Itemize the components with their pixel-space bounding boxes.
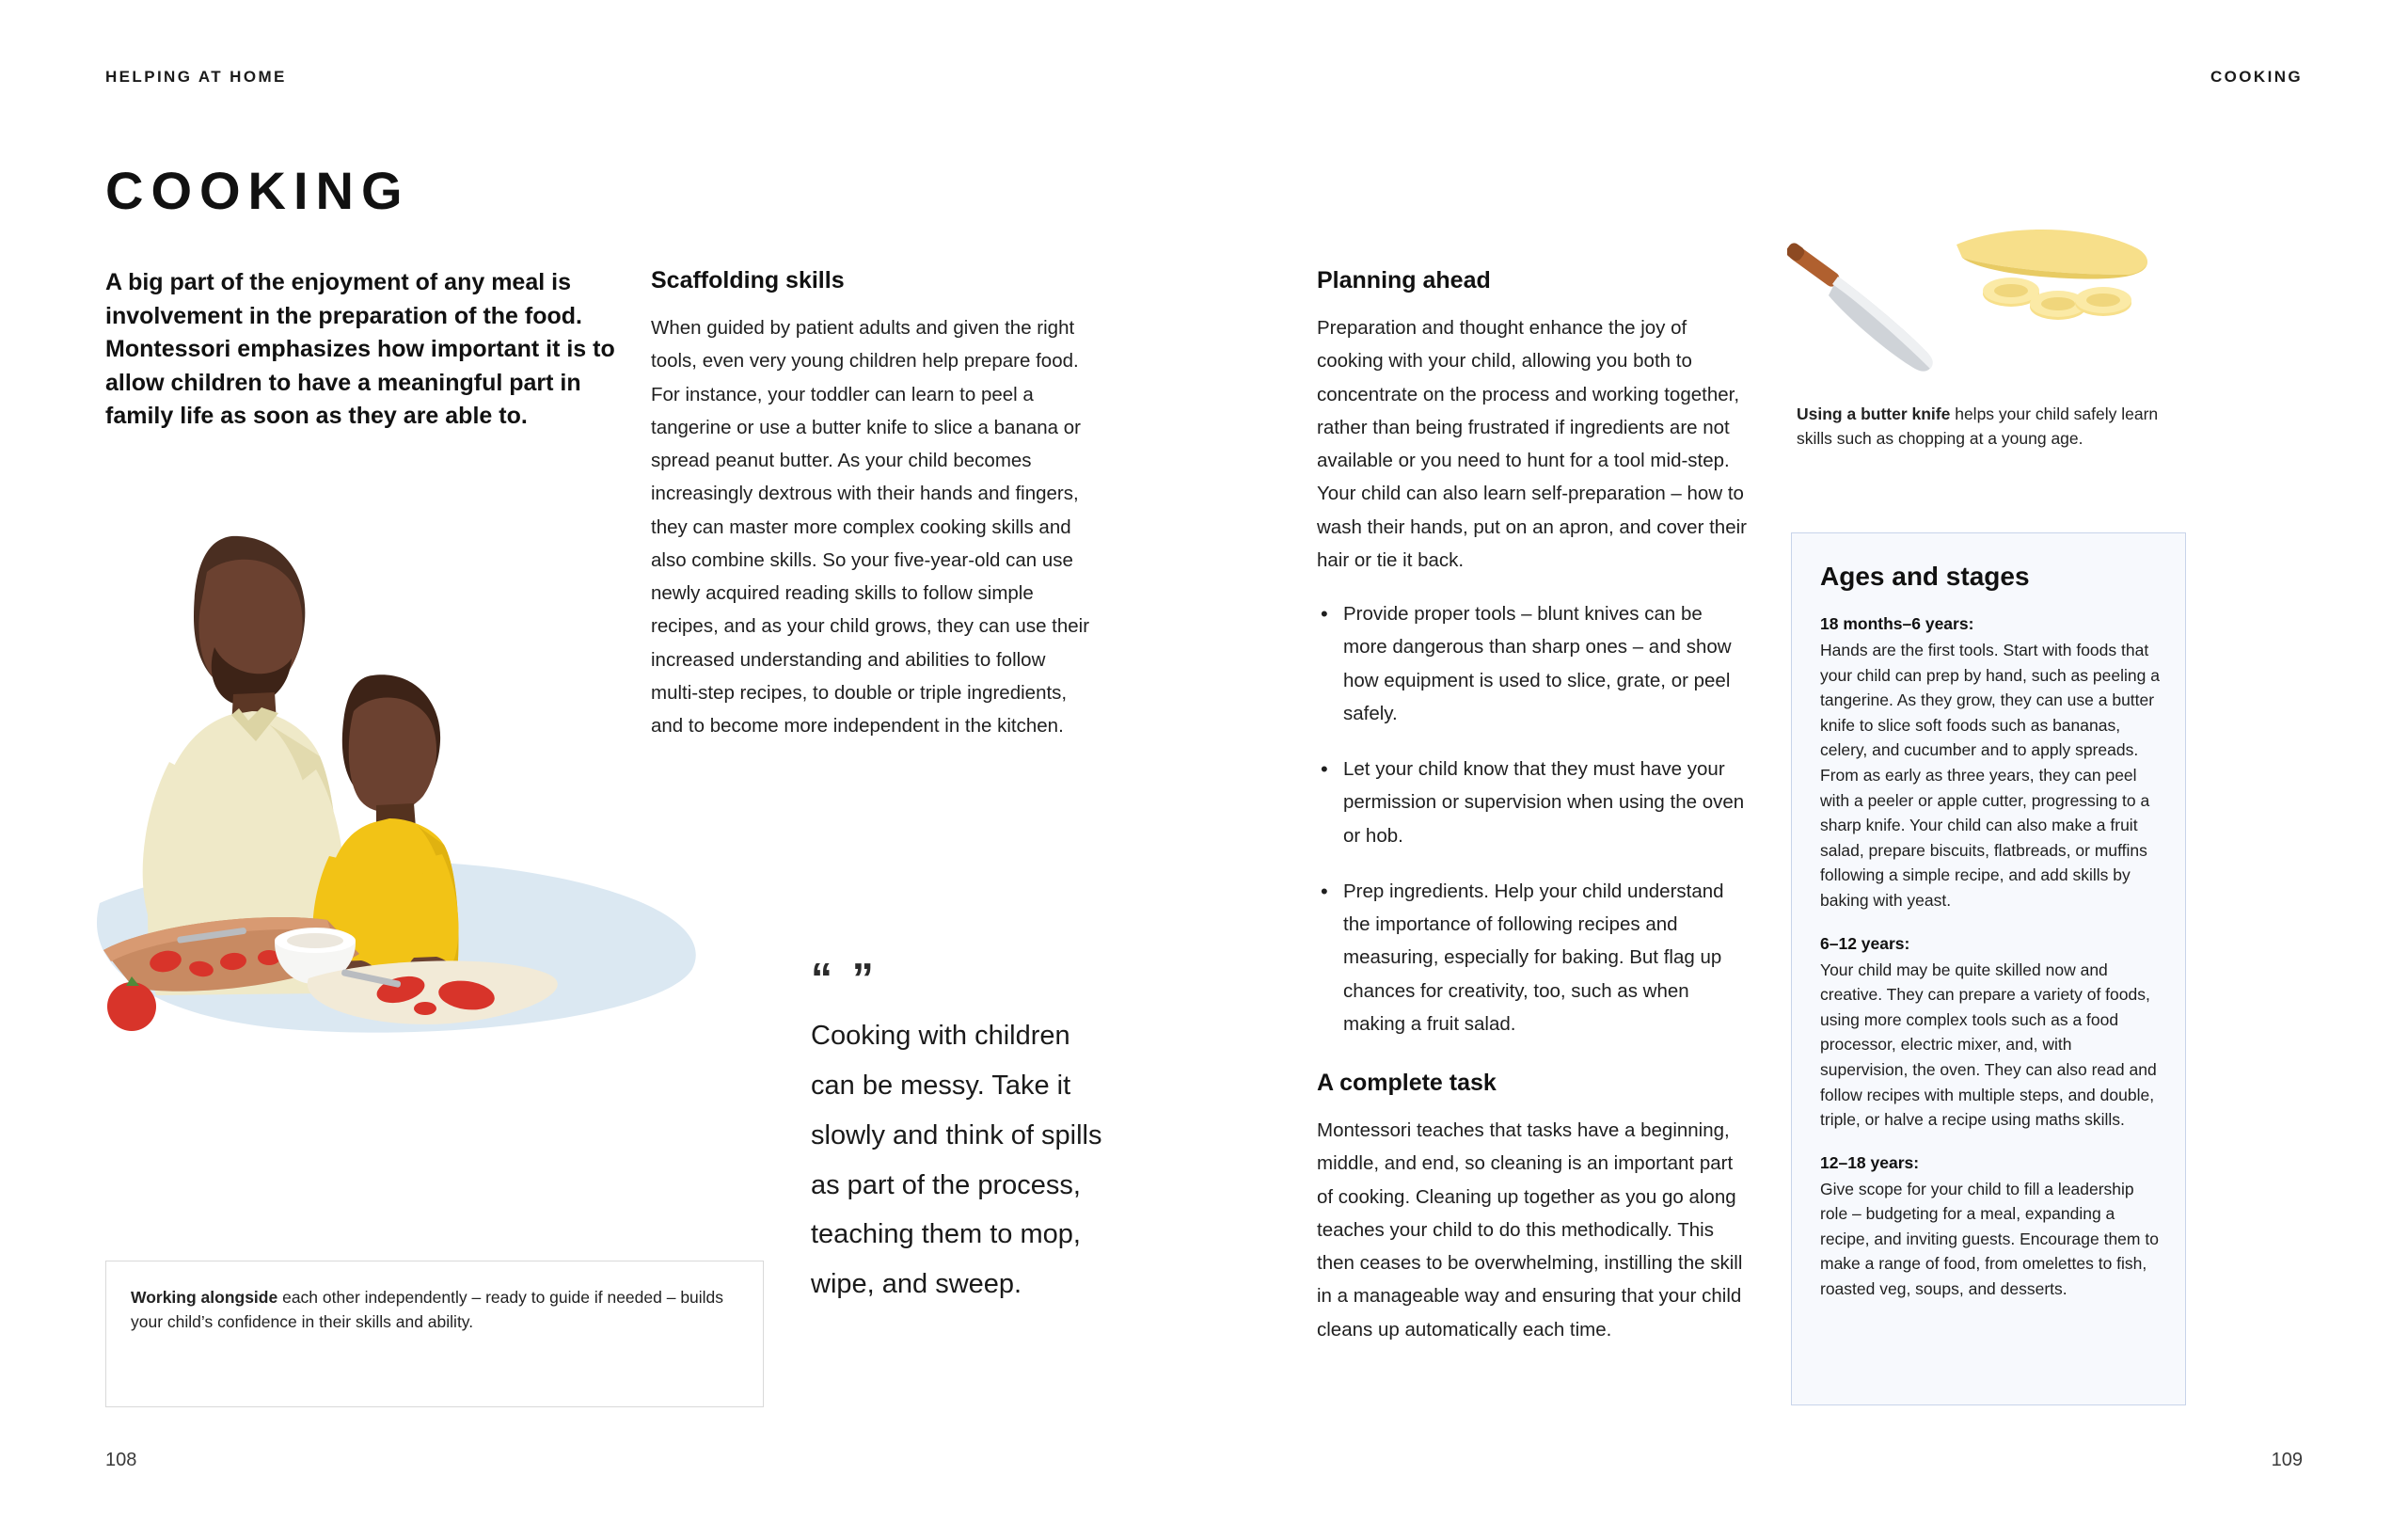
photo-caption-rest: each other independently – ready to guide if needed – builds your child’s confidence in their skills and ability. xyxy=(131,1288,724,1331)
age-group-body: Your child may be quite skilled now and creative. They can prepare a variety of foods, using more complex tools such as a food processor, electric mixer, and, with supervision, the oven. They can also read and follow recipes with multiple steps, and double, triple, or halve a recipe using maths skills. xyxy=(1820,960,2157,1130)
knife-caption-rest: helps your child safely learn skills such as chopping at a young age. xyxy=(1797,405,2159,448)
list-item: • Prep ingredients. Help your child understand the importance of following recipes and measuring, especially for baking. But flag up chances for creativity, too, such as when making a fruit salad. xyxy=(1317,875,1750,1040)
age-group-body: Hands are the first tools. Start with foods that your child can prep by hand, such as peeling a tangerine. As they grow, they can use a butter knife to slice soft foods such as bananas, celery, and cucumber and to apply spreads. From as early as three years, they can peel with a peeler or apple cutter, progressing to a sharp knife. Your child can also make a fruit salad, prepare biscuits, flatbreads, or muffins following a simple recipe, and add skills by baking with yeast. xyxy=(1820,641,2160,910)
butter-knife-icon xyxy=(1787,241,1933,372)
knife-caption xyxy=(1797,403,2173,452)
photo-caption xyxy=(131,1286,738,1335)
photo-caption-box xyxy=(105,1261,764,1407)
section-body-planning: Preparation and thought enhance the joy of cooking with your child, allowing you both to concentrate on the process and working together, rather than being frustrated if ingredients are not available or you need to hunt for a tool mid-step. Your child can also learn self-preparation – how to wash their hands, put on an apron, and cover their hair or tie it back. xyxy=(1317,317,1747,571)
section-heading-planning: Planning ahead xyxy=(1317,267,1491,294)
page-number-right: 109 xyxy=(2271,1450,2303,1470)
list-item: • Provide proper tools – blunt knives can be more dangerous than sharp ones – and show how equipment is used to slice, grate, or peel safely. xyxy=(1317,597,1750,730)
section-body-scaffolding: When guided by patient adults and given the right tools, even very young children help prepare food. For instance, your toddler can learn to peel a tangerine or use a butter knife to slice a banana or spread peanut butter. As your child becomes increasingly dextrous with their hands and fingers, they can master more complex cooking skills and also combine skills. So your five-year-old can use newly acquired reading skills to follow simple recipes, and as your child grows, they can use their increased understanding and abilities to follow multi-step recipes, to double or triple ingredients, and to become more independent in the kitchen. xyxy=(651,317,1090,737)
photo-caption-lead: Working alongside xyxy=(131,1288,278,1307)
age-group xyxy=(1820,934,2161,1133)
section-heading-scaffolding: Scaffolding skills xyxy=(651,267,845,294)
page-title: COOKING xyxy=(105,161,410,220)
age-group xyxy=(1820,1153,2161,1302)
column-scaffolding xyxy=(651,266,1093,742)
quote-marks-icon: “ ” xyxy=(811,954,878,1003)
banana-slices xyxy=(1983,278,2131,320)
age-group-label: 6–12 years: xyxy=(1820,933,1910,953)
page-number-left: 108 xyxy=(105,1450,137,1470)
ages-and-stages-title: Ages and stages xyxy=(1820,562,2030,591)
planning-bullet-list xyxy=(1317,597,1750,1040)
running-head-right: COOKING xyxy=(2210,68,2303,86)
section-heading-complete-task: A complete task xyxy=(1317,1070,1497,1096)
column-planning xyxy=(1317,266,1750,1346)
age-group-label: 12–18 years: xyxy=(1820,1152,1920,1172)
age-group-body: Give scope for your child to fill a leadership role – budgeting for a meal, expanding a recipe, and inviting guests. Encourage them to make a range of food, from omelettes to fish, roasted veg, soups, and desserts. xyxy=(1820,1179,2159,1299)
intro-paragraph: A big part of the enjoyment of any meal is involvement in the preparation of the food. Montessori emphasizes how important it is to allow children to have a meaningful part in family life as soon as they are able to. xyxy=(105,269,615,429)
pull-quote xyxy=(811,954,1102,1309)
running-head-left: HELPING AT HOME xyxy=(105,68,287,86)
illustration-butter-knife-banana xyxy=(1787,216,2163,405)
age-group-label: 18 months–6 years: xyxy=(1820,614,1974,633)
list-item: • Let your child know that they must have your permission or supervision when using the oven or hob. xyxy=(1317,753,1750,852)
illustration-working-alongside xyxy=(90,527,749,1110)
age-group xyxy=(1820,614,2161,913)
banana-whole xyxy=(1956,230,2147,279)
pull-quote-text: Cooking with children can be messy. Take it slowly and think of spills as part of the process, teaching them to mop, wipe, and sweep. xyxy=(811,1021,1102,1300)
ages-and-stages-box xyxy=(1791,532,2186,1405)
section-body-complete-task: Montessori teaches that tasks have a beginning, middle, and end, so cleaning is an important part of cooking. Cleaning up together as you go along teaches your child to do this methodically. This then ceases to be overwhelming, instilling the skill in a manageable way and ensuring that your child cleans up automatically each time. xyxy=(1317,1119,1743,1341)
knife-caption-lead: Using a butter knife xyxy=(1797,405,1951,423)
